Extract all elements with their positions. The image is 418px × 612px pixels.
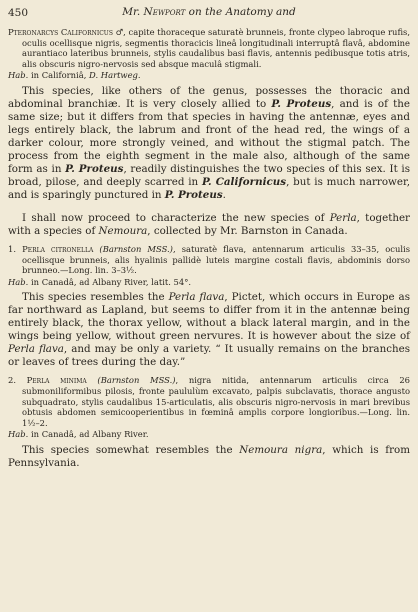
- species-name: Perla citronella: [22, 243, 94, 254]
- paragraph-comparison-perla-flava: This species resembles the Perla flava, Pictet, which occurs in Europe as far northward as Lapland, but seems to differ from it in the antennæ being entirely black, the thorax yellow, without a black lateral margin, and in the wings being yellow, without green nervures. It is however about the size of Perla flava, and may be only a variety. “ It usually remains on the branches or leaves of trees during the day.”: [8, 291, 410, 369]
- species-description-pteronarcys: [8, 27, 410, 69]
- species-name: Perla minima: [26, 375, 87, 386]
- paragraph-comparison-proteus: This species, like others of the genus, possesses the thoracic and abdominal branchiæ. It is very closely allied to P. Proteus, and is of the same size; but it differs from that species in having the antennæ, eyes and legs entirely black, the labrum and front of the head red, the wings of a darker colour, more strongly veined, and without the stigmal patch. The process from the eighth segment in the male also, although of the same form as in P. Proteus, readily distinguishes the two species of this sex. It is broad, pilose, and deeply scarred in P. Californicus, but is much narrower, and is sparingly punctured in P. Proteus.: [8, 84, 411, 201]
- paragraph-comparison-nemoura: This species somewhat resembles the Nemoura nigra, which is from Pennsylvania.: [8, 443, 410, 469]
- species-name: Pteronarcys Californicus: [8, 27, 113, 37]
- page-number: 450: [8, 7, 29, 19]
- latin-description: , capite thoraceque saturatè brunneis, fronte clypeo labroque rufis, oculis ocellisque nigris, segmentis thoracicis lineâ longitudinali interruptâ flavâ, abdomine aurantiaco lateribus brunneis, stylis caudalibus basi flavis, antennis pedibusque totis atris, alis obscuris nigro-nervosis sed absque maculâ stigmali.: [22, 27, 410, 69]
- habitat-line: Hab. in Canadâ, ad Albany River, latit. 54°.: [8, 276, 192, 287]
- page-body: [8, 27, 410, 470]
- habitat-line: Hab. in Californiâ, D. Hartweg.: [8, 70, 141, 81]
- running-title: Mr. Newport on the Anatomy and: [122, 6, 296, 18]
- species-description-perla-citronella: 1. Perla citronella (Barnston MSS.), saturatè flava, antennarum articulis 33–35, oculis ocellisque brunneis, alis hyalinis pallidè luteis margine costali flavis, abdominis dorso brunneo.—Long. lin. 3–3½.: [8, 243, 410, 276]
- page-header: [8, 6, 410, 22]
- paragraph-introduction-perla: I shall now proceed to characterize the new species of Perla, together with a species of Nemoura, collected by Mr. Barnston in Canada.: [8, 211, 410, 237]
- habitat-line: Hab. in Canadâ, ad Albany River.: [8, 429, 149, 440]
- species-description-perla-minima: 2. Perla minima (Barnston MSS.), nigra nitida, antennarum articulis circa 26 submoniliformibus pilosis, fronte paululùm excavato, palpis subclavatis, thorace angusto subquadrato, stylis caudalibus 15-articulatis, alis obscuris nigro-nervosis in mari brevibus obtusis abdomen semicooperientibus in fœminâ amplis corpore longioribus.—Long. lin. 1½–2.: [8, 375, 411, 428]
- sex-symbol: ♂: [112, 27, 124, 37]
